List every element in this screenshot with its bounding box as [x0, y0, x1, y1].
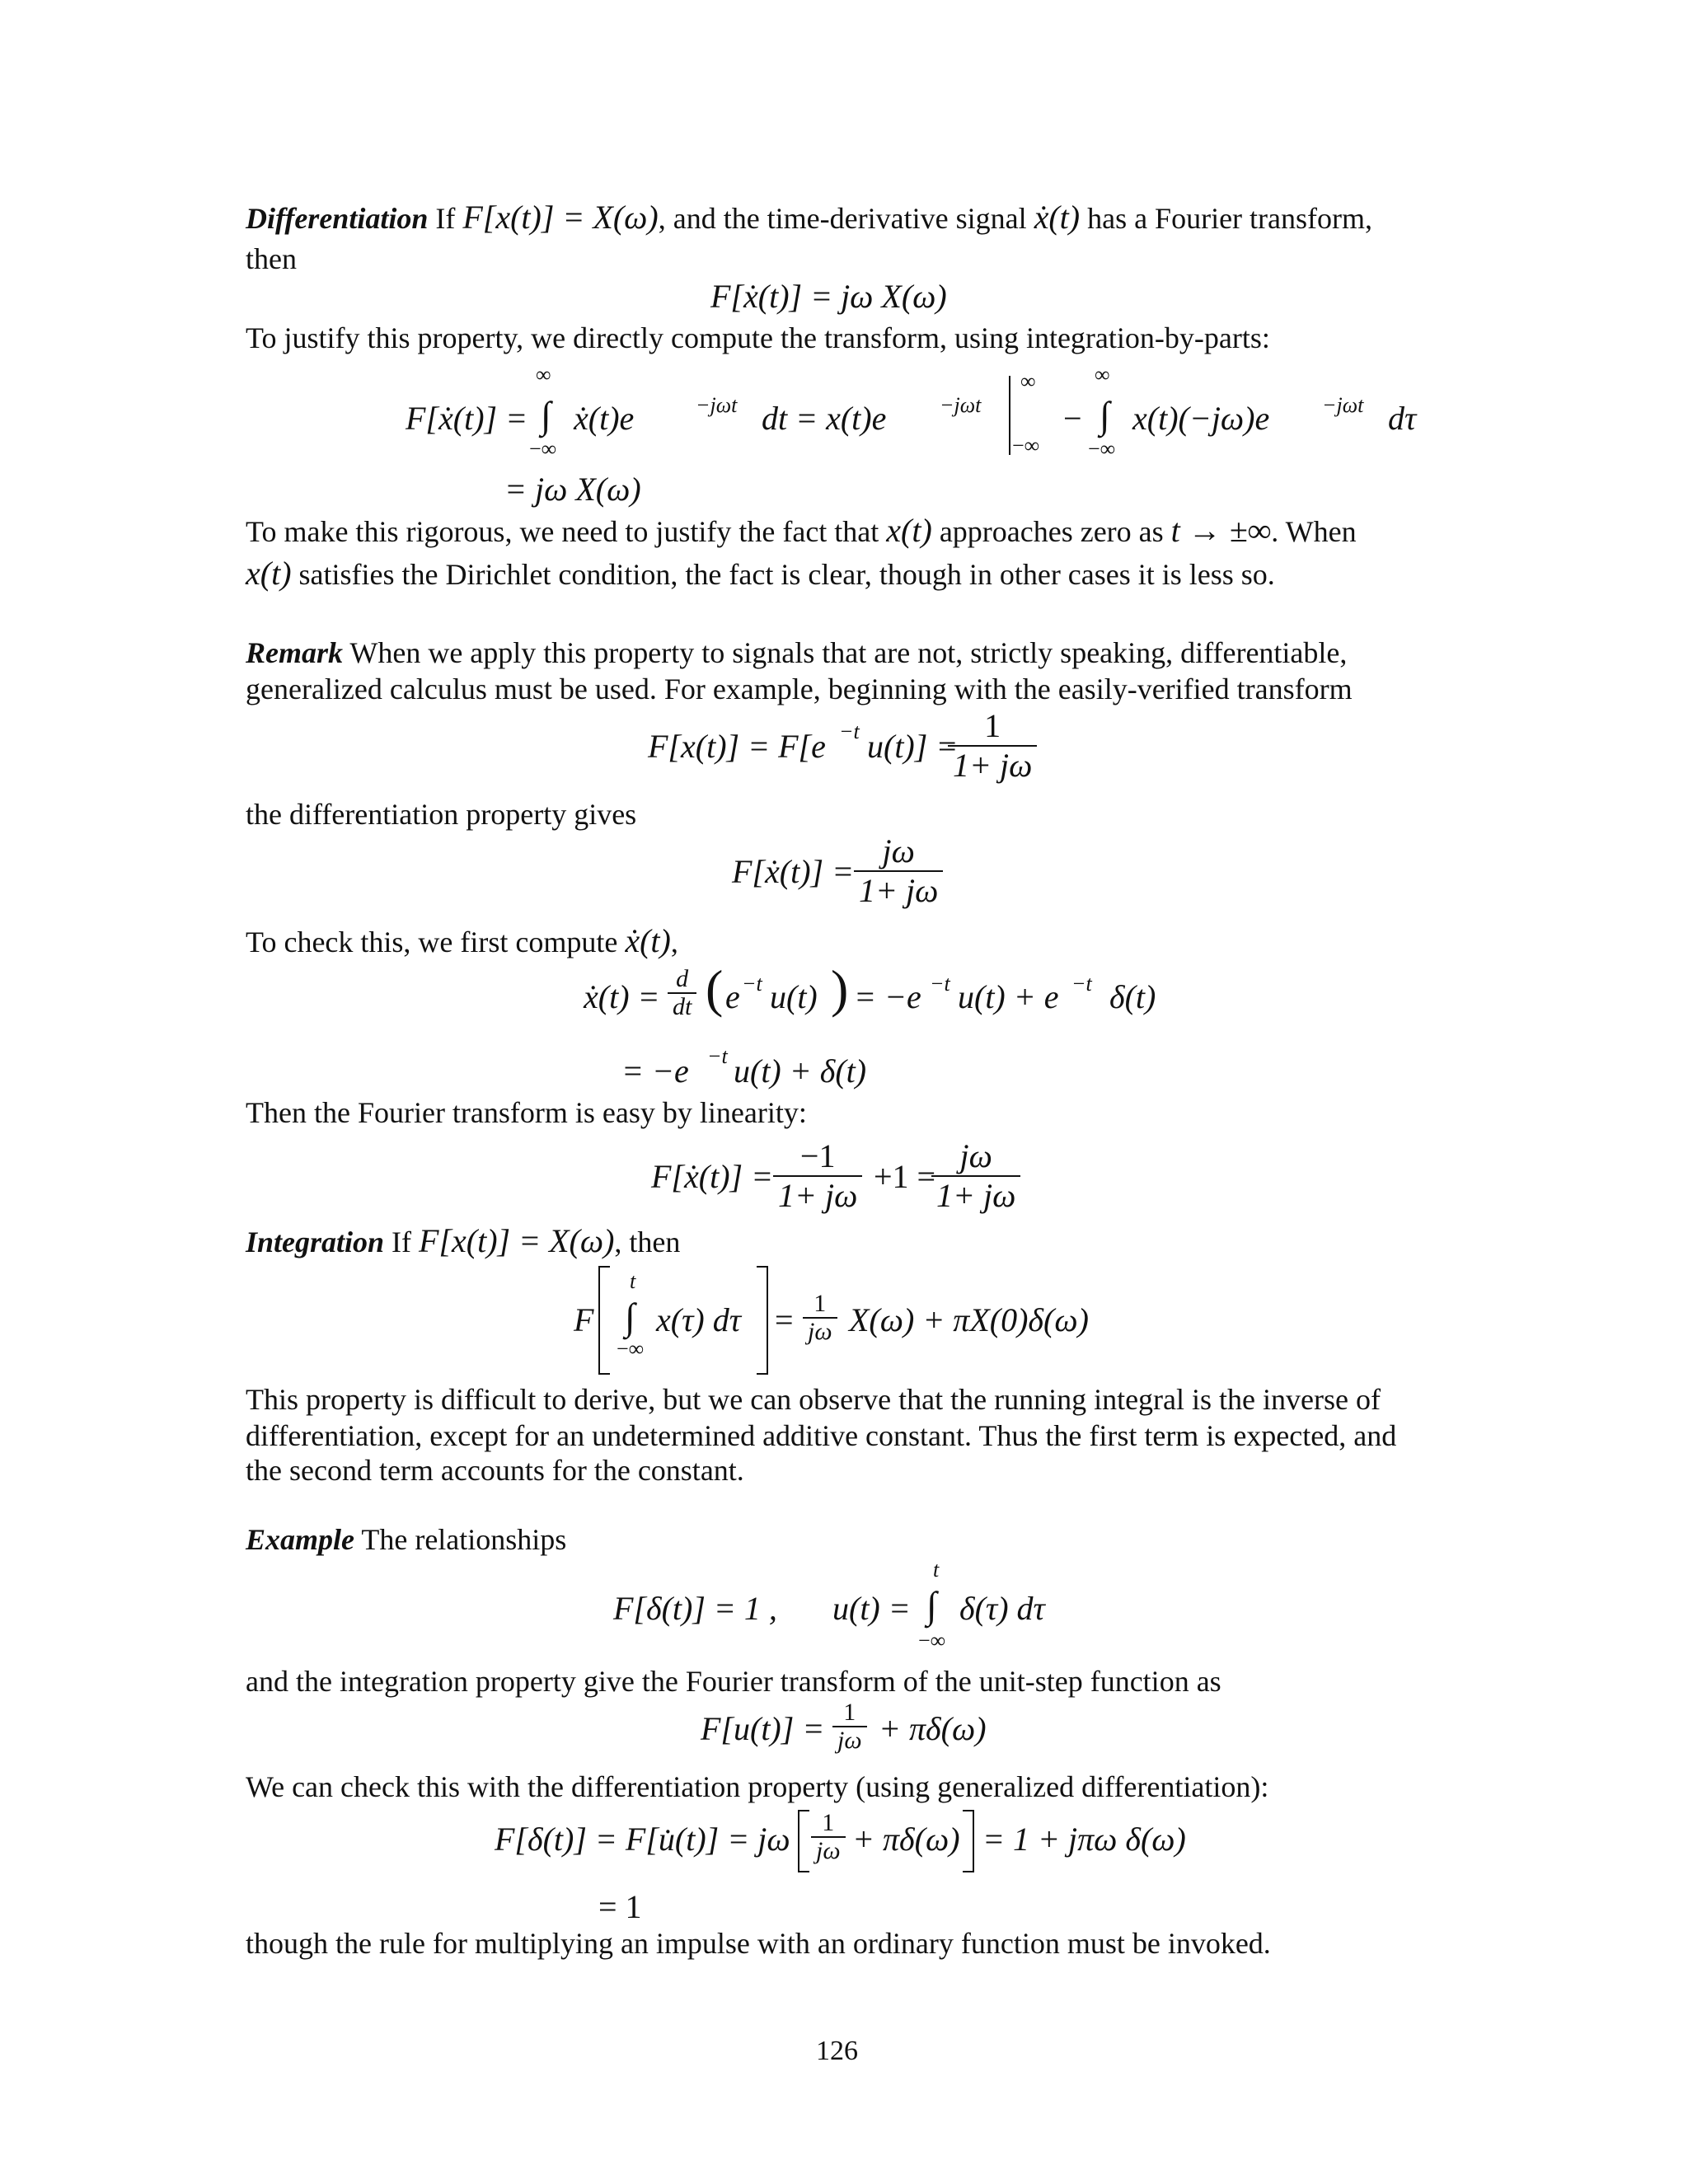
- text-line: This property is difficult to derive, but we can observe that the running integral is the inverse of: [246, 1383, 1381, 1416]
- integration-heading: Integration: [246, 1226, 385, 1258]
- text-line: the differentiation property gives: [246, 798, 637, 831]
- equation-differentiation: F[ẋ(t)] = jω X(ω): [710, 278, 947, 315]
- text-line: the second term accounts for the constant.: [246, 1454, 744, 1487]
- left-bracket: [598, 1266, 610, 1375]
- evaluation-bar: [1009, 376, 1010, 455]
- text-line: generalized calculus must be used. For example, beginning with the easily-verified transform: [246, 673, 1353, 705]
- text-line: We can check this with the differentiation property (using generalized differentiation):: [246, 1770, 1269, 1803]
- equation-result: = jω X(ω): [504, 471, 641, 508]
- example-paragraph: Example The relationships: [246, 1523, 567, 1556]
- example-heading: Example: [246, 1523, 354, 1556]
- remark-paragraph: Remark When we apply this property to signals that are not, strictly speaking, differentiable,: [246, 636, 1348, 669]
- differentiation-paragraph: Differentiation If F[x(t)] = X(ω), and the time-derivative signal ẋ(t) has a Fourier transform,: [246, 199, 1372, 236]
- differentiation-heading: Differentiation: [246, 202, 429, 235]
- right-bracket: [963, 1810, 974, 1872]
- page-number: 126: [816, 2036, 858, 2066]
- text-line: differentiation, except for an undetermined additive constant. Thus the first term is expected, and: [246, 1419, 1397, 1452]
- right-bracket: [757, 1266, 768, 1375]
- left-bracket: [798, 1810, 809, 1872]
- rigor-paragraph: To make this rigorous, we need to justify the fact that x(t) approaches zero as t → ±∞. When: [246, 512, 1357, 549]
- remark-heading: Remark: [246, 636, 344, 669]
- text-line: x(t) satisfies the Dirichlet condition, the fact is clear, though in other cases it is less so.: [246, 555, 1275, 592]
- text-line: and the integration property give the Fourier transform of the unit-step function as: [246, 1665, 1221, 1698]
- equation-equals-one: = 1: [598, 1888, 642, 1925]
- text-line: To justify this property, we directly compute the transform, using integration-by-parts:: [246, 321, 1270, 354]
- check-paragraph: To check this, we first compute ẋ(t),: [246, 922, 678, 959]
- text-line: though the rule for multiplying an impulse with an ordinary function must be invoked.: [246, 1927, 1271, 1960]
- integration-paragraph: Integration If F[x(t)] = X(ω), then: [246, 1222, 681, 1259]
- text-line: then: [246, 242, 297, 275]
- page: Differentiation If F[x(t)] = X(ω), and the time-derivative signal ẋ(t) has a Fourier transform, then F[ẋ(t)] = jω X(ω) To justify this property, we directly compute the transform, using integration-by-parts: F[ẋ(t)] = ∞ ∫ −∞ ẋ(t)e −jωt dt = x(t)e −jωt ∞ −∞ − ∞ ∫ −∞ x(t)(−jω)e −jωt dτ = jω X(ω) To make this rigorous, we need to justify the fact that x(t) approaches zero as t → ±∞. When x(t) satisfies the Dirichlet condition, the fact is clear, though in other cases it is less so. Remark When we apply this property to signals that are not, strictly speaking, differentiable, generalized calculus must be used. For example, beginning with the easily-verified transform F[x(t)] = F[e −t u(t)] = $\frac{1}{1+ j\omega}$ the differentiation property gives F[ẋ(t)] = $\frac{j\omega}{1+ j\omega}$ To check this, we first compute ẋ(t), ẋ(t) = $\frac{d}{dt}$ ( e −t u(t) ) = −e −t u(t) + e −t δ(t) = −e −t u(t) + δ(t) Then the Fourier transform is easy by linearity: F[ẋ(t)] = $\frac{-1}{1+ j\omega}$ +1 = $\frac{j\omega}{1+ j\omega}$ Integration If F[x(t)] = X(ω), then F t ∫ −∞ x(τ) dτ = $\frac{1}{j\omega}$ X(ω) + πX(0)δ(ω) This property is difficult to derive, but we can observe that the running integral is the inverse of differentiation, except for an undetermined additive constant. Thus the first term is expected, and the second term accounts for the constant. Example The relationships F[δ(t)] = 1 , u(t) = t ∫ −∞ δ(τ) dτ and the integration property give the Fourier transform of the unit-step function as F[u(t)] = $\frac{1}{j\omega}$ + πδ(ω) We can check this with the differentiation property (using generalized differentiation): F[δ(t)] = F[u̇(t)] = jω $\frac{1}{j\omega}$ + πδ(ω) = 1 + jπω δ(ω) = 1 though the rule for multiplying an impulse with an ordinary function must be invoked. 126: [246, 199, 1417, 2066]
- text-line: Then the Fourier transform is easy by linearity:: [246, 1096, 807, 1129]
